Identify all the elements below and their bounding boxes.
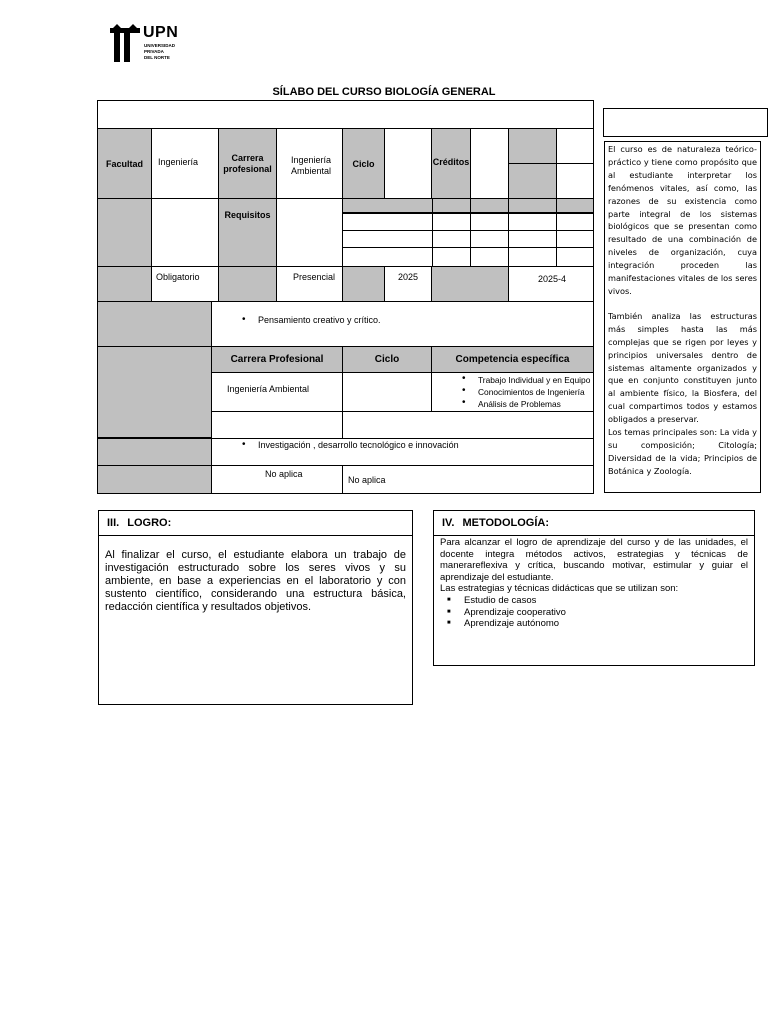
summary-paragraph-1: El curso es de naturaleza teórico-práctico y tiene como propósito que al estudiante interpretar los fenómenos vitales, así como, las razones de su existencia como parte integral de los sistemas biológicos que se presentan como resultado de una combinación de niveles de organización, cuya integración proceden las manifestaciones vitales de los seres vivos.: [608, 144, 757, 296]
logo-subtitle-1: UNIVERSIDAD: [144, 43, 176, 48]
metodologia-number: IV.: [442, 517, 455, 529]
logo-subtitle-3: DEL NORTE: [144, 55, 170, 60]
requisitos-side-label: [97, 198, 152, 267]
metodologia-heading: [434, 511, 754, 536]
logro-title: LOGRO:: [127, 517, 172, 529]
ciclo-competencia-value: [342, 372, 432, 412]
upn-logo-icon: [108, 24, 142, 62]
investigacion-label: [97, 438, 212, 466]
upn-logo: [108, 24, 188, 64]
summary-paragraph-3: Los temas principales son: La vida y su composición; Citología; Diversidad de la vida; Principios de Botánica y Zoología.: [608, 427, 757, 476]
competencia-item: • Análisis de Problemas: [458, 398, 593, 410]
logo-subtitle-2: PRIVADA: [144, 49, 164, 54]
metodologia-item: ■ Aprendizaje cooperativo: [434, 607, 754, 619]
no-aplica-label: [97, 465, 212, 494]
no-aplica-1: No aplica: [211, 465, 343, 494]
creditos-value: [470, 128, 509, 199]
metodologia-text: Para alcanzar el logro de aprendizaje del curso y de las unidades, el docente integra métodos activos, estrategias y técnicas de manerareflexiva y crítica, buscando motivar, estimular y guiar el aprendizaje del estudiante.: [440, 537, 748, 583]
col-header-competencia: Competencia específica: [431, 346, 594, 373]
modalidad-label: [218, 266, 277, 302]
blank-cell-a: [556, 128, 594, 164]
logro-section: [98, 510, 413, 705]
requisitos-label: Requisitos: [218, 198, 277, 267]
metodologia-item: ■ Aprendizaje autónomo: [434, 618, 754, 630]
tipo-value: Obligatorio: [151, 266, 219, 302]
metodologia-list: [434, 595, 754, 630]
blank-cell-d: [342, 411, 594, 439]
summary-header-box: [603, 108, 768, 137]
grey-cell-b: [508, 163, 557, 199]
periodo-label: [431, 266, 509, 302]
competencia-general-label: [97, 301, 212, 347]
metodologia-title: METODOLOGÍA:: [462, 517, 550, 529]
page-title: SÍLABO DEL CURSO BIOLOGÍA GENERAL: [272, 86, 496, 98]
investigacion-item: • Investigación , desarrollo tecnológico e innovación: [238, 440, 593, 450]
tipo-label: [97, 266, 152, 302]
facultad-value: Ingeniería: [151, 128, 219, 199]
competencia-item: • Conocimientos de Ingeniería: [458, 386, 593, 398]
logro-heading: [99, 511, 412, 536]
facultad-label: Facultad: [97, 128, 152, 199]
carrera-profesional-value: Ingeniería Ambiental: [211, 372, 343, 412]
anio-value: 2025: [384, 266, 432, 302]
logro-number: III.: [107, 517, 120, 529]
anio-label: [342, 266, 385, 302]
summary-paragraph-2: También analiza las estructuras más simples hasta las más complejas que se rigen por leyes y principios universales dentro de sistemas altamente organizados y que en conjunto constituyen junto al ambiente físico, la Biosfera, del cual compartimos todos y estamos obligados a preservar.: [608, 310, 757, 425]
requisitos-side-value: [151, 198, 219, 267]
metodologia-intro: Las estrategias y técnicas didácticas que se utilizan son:: [440, 583, 679, 595]
ciclo-value: [384, 128, 432, 199]
ciclo-label: Ciclo: [342, 128, 385, 199]
logo-brand: UPN: [143, 24, 179, 41]
competencias-especificas-list: [431, 372, 594, 412]
requisitos-value: [276, 198, 343, 267]
blank-cell-b: [556, 163, 594, 199]
grey-cell-a: [508, 128, 557, 164]
no-aplica-2: No aplica: [342, 465, 594, 494]
blank-cell-c: [211, 411, 343, 439]
investigacion-cell: [211, 438, 594, 466]
competencia-general-cell: [211, 301, 594, 347]
creditos-label: Créditos: [431, 128, 471, 199]
table-top-row: [97, 100, 594, 129]
course-summary: [604, 141, 761, 493]
carrera-value: Ingeniería Ambiental: [276, 128, 343, 199]
competencia-item: • Trabajo Individual y en Equipo: [458, 374, 593, 386]
metodologia-item: ■ Estudio de casos: [434, 595, 754, 607]
requisitos-grid: [342, 198, 594, 267]
logro-text: Al finalizar el curso, el estudiante elabora un trabajo de investigación estructurado sobre los seres vivos y su ambiente, en base a experiencias en el laboratorio y con sustento científico, considerando una estructura básica, redacción científica y resultados objetivos.: [105, 549, 406, 613]
modalidad-value: Presencial: [276, 266, 343, 302]
competencia-general-item: • Pensamiento creativo y crítico.: [238, 315, 593, 325]
col-header-carrera: Carrera Profesional: [211, 346, 343, 373]
carrera-label: Carrera profesional: [218, 128, 277, 199]
periodo-value: 2025-4: [508, 266, 594, 302]
metodologia-section: [433, 510, 755, 666]
col-header-ciclo: Ciclo: [342, 346, 432, 373]
competencias-especificas-label: [97, 346, 212, 438]
